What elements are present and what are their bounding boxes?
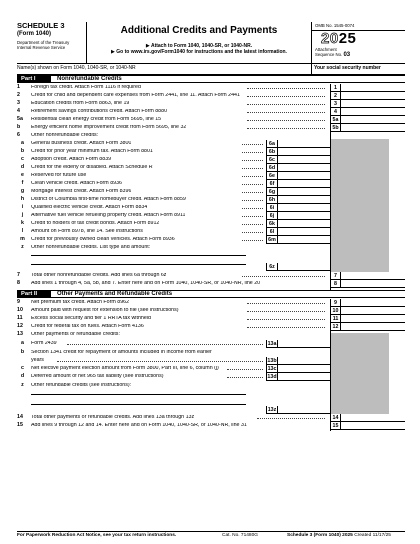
- part-2-title: Other Payments and Refundable Credits: [57, 291, 173, 297]
- line-label: Energy efficient home improvement credit from Form 5695, line 32: [31, 125, 187, 130]
- line-label: Amount paid with request for extension to file (see instructions): [31, 308, 179, 313]
- dot-leader: [247, 327, 325, 328]
- amount-input[interactable]: [278, 228, 330, 236]
- dot-leader: [247, 128, 325, 129]
- part-1-tag: Part I: [17, 76, 51, 83]
- line-number: d: [20, 164, 25, 170]
- line-label: Clean vehicle credit. Attach Form 8936: [31, 181, 122, 186]
- page-title: Additional Credits and Payments: [120, 25, 278, 36]
- line-box-number: 14: [330, 414, 341, 422]
- line-number: g: [20, 188, 25, 194]
- amount-input[interactable]: [278, 188, 330, 196]
- line-label: Form 2439: [31, 341, 57, 346]
- line-number: 3: [17, 100, 20, 106]
- dot-leader: [242, 276, 325, 277]
- schedule-form-ref: (Form 1040): [17, 31, 52, 37]
- line-number: l: [21, 228, 24, 234]
- line-number: 12: [17, 323, 23, 329]
- line-number: d: [20, 373, 25, 379]
- amount-input[interactable]: [278, 140, 330, 148]
- subline-box-number: 6m: [266, 236, 278, 244]
- dot-leader: [257, 418, 325, 419]
- amount-input[interactable]: [278, 406, 330, 414]
- ssn-label: Your social security number: [314, 65, 381, 71]
- line-number: b: [20, 148, 25, 154]
- footer-schedule: [287, 532, 391, 539]
- write-in-line[interactable]: [31, 255, 246, 256]
- line-number: 11: [17, 315, 23, 321]
- line-label: General business credit. Attach Form 3800: [31, 141, 132, 146]
- department-label: [17, 40, 86, 50]
- tax-year-suffix: 25: [338, 30, 357, 47]
- amount-input[interactable]: [278, 196, 330, 204]
- line-label: Alternative fuel vehicle refueling property credit. Attach Form 8911: [31, 213, 186, 218]
- line-box-number: 4: [330, 108, 341, 116]
- line-label: Foreign tax credit. Attach Form 1116 if required: [31, 85, 141, 90]
- amount-input[interactable]: [278, 180, 330, 188]
- dot-leader: [242, 144, 263, 145]
- dot-leader: [242, 168, 263, 169]
- dot-leader: [247, 88, 325, 89]
- line-number: 13: [17, 331, 23, 337]
- line-number: a: [21, 140, 24, 146]
- line-label: years: [31, 358, 44, 363]
- line-label: Add lines 1 through 4, 5a, 5b, and 7. Enter here and on Form 1040, 1040-SR, or 1040-NR, line 20: [31, 281, 261, 286]
- line-box-number: 12: [330, 323, 341, 331]
- line-box-number: 8: [330, 280, 341, 288]
- amount-input[interactable]: [341, 100, 405, 108]
- dept-line-1: Department of the Treasury: [17, 40, 70, 45]
- amount-input[interactable]: [341, 92, 405, 100]
- dot-leader: [67, 344, 263, 345]
- line-number: c: [21, 365, 24, 371]
- amount-input[interactable]: [278, 373, 330, 381]
- line-number: h: [20, 196, 25, 202]
- ssn-field[interactable]: [311, 64, 405, 75]
- part-2-line: [17, 331, 405, 340]
- dot-leader: [242, 216, 263, 217]
- amount-input[interactable]: [341, 116, 405, 124]
- form-title-block: [87, 22, 311, 63]
- line-number: c: [21, 156, 24, 162]
- amount-input[interactable]: [341, 108, 405, 116]
- amount-input[interactable]: [278, 204, 330, 212]
- tax-year-prefix: 20: [321, 30, 339, 47]
- dot-leader: [242, 200, 263, 201]
- line-number: 4: [17, 108, 20, 114]
- subline-box-number: 6j: [266, 212, 278, 220]
- subline-box-number: 6z: [266, 263, 278, 271]
- line-box-number: 5b: [330, 124, 341, 132]
- line-label: Amount on Form 8978, line 14. See instructions: [31, 229, 143, 234]
- part-1-subline: [17, 244, 405, 253]
- line-label: Excess social security and tier 1 RRTA tax withheld: [31, 316, 151, 321]
- footer-schedule-name: Schedule 3 (Form 1040) 2025: [287, 533, 353, 538]
- amount-input[interactable]: [278, 340, 330, 348]
- line-label: Credit for prior year minimum tax. Attach Form 8801: [31, 149, 153, 154]
- line-number: k: [21, 220, 24, 226]
- dot-leader: [247, 319, 325, 320]
- subline-box-number: 6h: [266, 196, 278, 204]
- subline-box-number: 6g: [266, 188, 278, 196]
- dot-leader: [247, 104, 325, 105]
- line-number: 6: [17, 132, 20, 138]
- taxpayer-name-row: [17, 63, 405, 75]
- sequence-label: Sequence No.: [315, 52, 343, 57]
- subline-box-number: 6a: [266, 140, 278, 148]
- dot-leader: [242, 224, 263, 225]
- dot-leader: [247, 311, 325, 312]
- write-in-line[interactable]: [31, 394, 246, 395]
- line-box-number: 1: [330, 84, 341, 92]
- subline-box-number: 6k: [266, 220, 278, 228]
- attach-text: Attach to Form 1040, 1040-SR, or 1040-NR.: [150, 43, 253, 49]
- line-label: Other nonrefundable credits:: [31, 133, 99, 138]
- line-number: f: [21, 180, 24, 186]
- subline-box-number: 13z: [267, 407, 277, 413]
- omb-block: [311, 22, 405, 63]
- subline-box-number: 6e: [266, 172, 278, 180]
- dot-leader: [242, 160, 263, 161]
- line-label: Deferred amount of net 965 tax liability (see instructions): [31, 374, 164, 379]
- footer-created: Created 11/17/25: [354, 533, 391, 538]
- part-2-line-15: [17, 422, 405, 431]
- line-label: Residential clean energy credit from Form 5695, line 15: [31, 117, 162, 122]
- form-footer: [17, 531, 405, 539]
- line-label: Other nonrefundable credits. List type and amount:: [31, 245, 151, 250]
- dot-leader: [242, 240, 263, 241]
- dot-leader: [242, 192, 263, 193]
- line-label: District of Columbia first-time homebuyer credit. Attach Form 8859: [31, 197, 186, 202]
- line-label: Credit for the elderly or disabled. Attach Schedule R: [31, 165, 153, 170]
- line-label: Qualified electric vehicle credit. Attach Form 8834: [31, 205, 148, 210]
- amount-input[interactable]: [341, 299, 405, 307]
- subline-box-number: 13a: [267, 341, 277, 347]
- subline-box-number: 13c: [267, 366, 277, 372]
- subline-box-number: 6i: [266, 204, 278, 212]
- part-1-subline-6z-box: [17, 263, 405, 272]
- line-box-number: 3: [330, 100, 341, 108]
- sequence-number: 03: [343, 52, 351, 58]
- name-field[interactable]: Name(s) shown on Form 1040, 1040-SR, or 1040-NR: [17, 65, 136, 71]
- line-number: 15: [17, 422, 23, 428]
- dot-leader: [242, 232, 263, 233]
- line-label: Net premium tax credit. Attach Form 8962: [31, 300, 130, 305]
- line-box-number: 9: [330, 299, 341, 307]
- part-2-tag: Part II: [17, 291, 51, 298]
- dot-leader: [247, 96, 325, 97]
- omb-number: OMB No. 1545-0074: [312, 22, 405, 31]
- dot-leader: [247, 112, 325, 113]
- line-label: Other refundable credits (see instructions):: [31, 383, 132, 388]
- line-label: Total other nonrefundable credits. Add lines 6a through 6z: [31, 273, 167, 278]
- line-label: Reserved for future use: [31, 173, 87, 178]
- amount-input[interactable]: [341, 315, 405, 323]
- dept-line-2: Internal Revenue Service: [17, 45, 66, 50]
- line-box-number: 2: [330, 92, 341, 100]
- dot-leader: [227, 369, 263, 370]
- line-number: 8: [17, 280, 20, 286]
- line-number: b: [17, 124, 21, 130]
- line-label: Credit for child and dependent care expenses from Form 2441, line 11. Attach Form 2441: [31, 93, 240, 98]
- subline-box-number: 13b: [267, 358, 277, 364]
- line-number: 14: [17, 414, 23, 420]
- amount-input[interactable]: [341, 124, 405, 132]
- part-1-title: Nonrefundable Credits: [57, 76, 122, 82]
- amount-input[interactable]: [341, 323, 405, 331]
- amount-input[interactable]: [278, 357, 330, 365]
- part-2-subline: [17, 382, 405, 391]
- line-label: Add lines 9 through 12 and 14. Enter here and on Form 1040, 1040-SR, or 1040-NR, line 31: [31, 423, 247, 428]
- subline-box-number: 13d: [267, 374, 277, 380]
- subline-box-number: 6l: [266, 228, 278, 236]
- attachment-label: Attachment: [315, 47, 337, 52]
- dot-leader: [247, 120, 325, 121]
- line-label: Mortgage interest credit. Attach Form 8396: [31, 189, 132, 194]
- line-box-number: 10: [330, 307, 341, 315]
- amount-input[interactable]: [278, 212, 330, 220]
- amount-input[interactable]: [341, 414, 405, 422]
- attachment-sequence: [312, 47, 405, 58]
- form-id-block: [17, 22, 87, 63]
- part-2-subline: [17, 340, 405, 349]
- dot-leader: [242, 184, 263, 185]
- amount-input[interactable]: [278, 236, 330, 244]
- dot-leader: [227, 377, 263, 378]
- line-label: Credit for previously owned clean vehicles. Attach Form 8936: [31, 237, 175, 242]
- dot-leader: [242, 176, 263, 177]
- line-box-number: 11: [330, 315, 341, 323]
- line-number: 2: [17, 92, 20, 98]
- line-number: 10: [17, 307, 23, 313]
- line-label: Credit for federal tax on fuels. Attach Form 4136: [31, 324, 144, 329]
- line-box-number: 5a: [330, 116, 341, 124]
- part-2-header: [17, 290, 405, 298]
- line-number: e: [21, 172, 24, 178]
- line-number: 1: [17, 84, 20, 90]
- dot-leader: [247, 303, 325, 304]
- subline-box-number: 6b: [266, 148, 278, 156]
- line-number: z: [21, 382, 24, 388]
- part-2-subline: [17, 373, 405, 382]
- line-label: Education credits from Form 8863, line 19: [31, 101, 130, 106]
- line-number: b: [20, 349, 25, 355]
- line-label: Retirement savings contributions credit. Attach Form 8880: [31, 109, 168, 114]
- paperwork-notice: For Paperwork Reduction Act Notice, see your tax return instructions.: [17, 533, 177, 538]
- line-label: Total other payments or refundable credits. Add lines 13a through 13z: [31, 415, 195, 420]
- line-label: Section 1341 credit for repayment of amounts included in income from earlier: [31, 350, 212, 355]
- line-number: m: [20, 236, 25, 242]
- line-number: j: [21, 212, 24, 218]
- line-number: i: [21, 204, 24, 210]
- subline-box-number: 6f: [266, 180, 278, 188]
- dot-leader: [242, 208, 263, 209]
- amount-input[interactable]: [278, 156, 330, 164]
- catalog-number: Cat. No. 71480G: [222, 533, 258, 538]
- line-number: 5a: [17, 116, 23, 122]
- subline-box-number: 6d: [266, 164, 278, 172]
- amount-input[interactable]: [278, 220, 330, 228]
- line-label: Credit to holders of tax credit bonds. Attach Form 8912: [31, 221, 160, 226]
- amount-input[interactable]: [278, 365, 330, 373]
- line-number: z: [21, 244, 24, 250]
- line-box-number: 15: [330, 422, 341, 430]
- line-label: Adoption credit. Attach Form 8839: [31, 157, 112, 162]
- amount-input[interactable]: [341, 272, 405, 280]
- amount-input[interactable]: [341, 422, 405, 430]
- line-number: 7: [17, 272, 20, 278]
- caret-icon: ▶: [145, 43, 151, 49]
- amount-input[interactable]: [278, 263, 330, 271]
- schedule-title: SCHEDULE 3: [17, 21, 65, 30]
- line-label: Other payments or refundable credits:: [31, 332, 120, 337]
- goto-text: Go to www.irs.gov/Form1040 for instructions and the latest information.: [116, 49, 287, 55]
- subline-box-number: 6c: [266, 156, 278, 164]
- part-1-line-8: [17, 280, 405, 289]
- dot-leader: [57, 361, 263, 362]
- amount-input[interactable]: [278, 172, 330, 180]
- tax-year: [312, 31, 405, 47]
- line-number: a: [21, 340, 24, 346]
- amount-input[interactable]: [341, 280, 405, 288]
- dot-leader: [242, 152, 263, 153]
- write-in-line[interactable]: [31, 404, 246, 405]
- amount-input[interactable]: [341, 84, 405, 92]
- amount-input[interactable]: [341, 307, 405, 315]
- goto-instruction: [87, 49, 311, 55]
- amount-input[interactable]: [278, 148, 330, 156]
- caret-icon: ▶: [111, 49, 117, 55]
- line-number: 9: [17, 299, 20, 305]
- amount-input[interactable]: [278, 164, 330, 172]
- line-label: Net elective payment election amount from Form 3800, Part III, line 6, column (j): [31, 366, 219, 371]
- part-1-header: [17, 75, 405, 83]
- line-box-number: 7: [330, 272, 341, 280]
